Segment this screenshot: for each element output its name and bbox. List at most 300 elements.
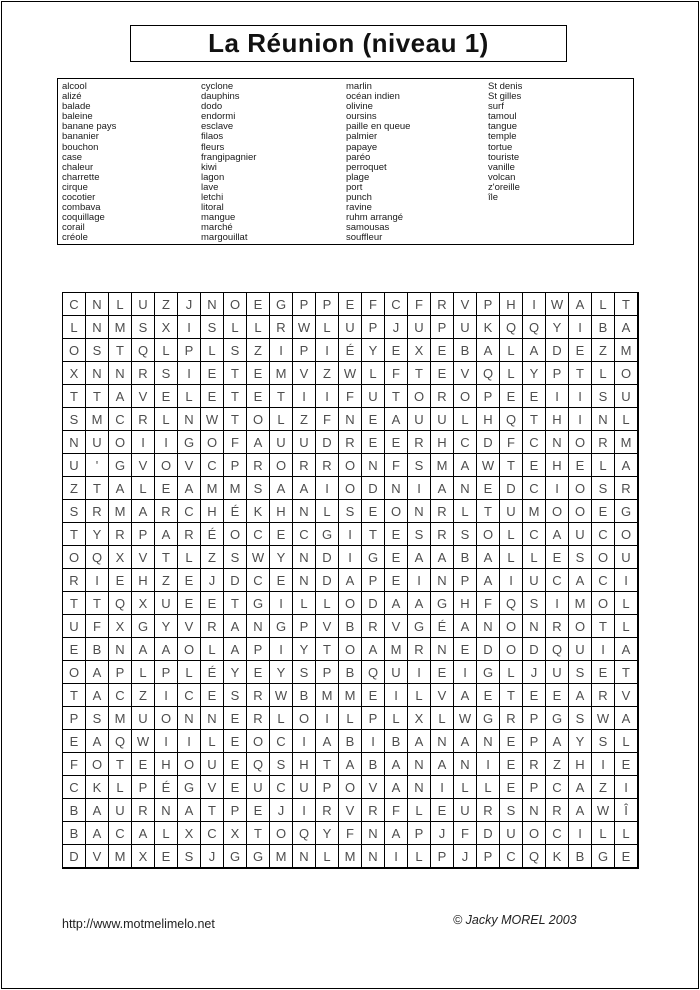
grid-cell: P	[155, 661, 178, 684]
grid-cell: G	[477, 707, 500, 730]
grid-cell: D	[316, 546, 339, 569]
grid-cell: X	[63, 362, 86, 385]
grid-cell: R	[132, 362, 155, 385]
grid-cell: L	[201, 638, 224, 661]
footer-copyright: © Jacky MOREL 2003	[453, 913, 577, 927]
grid-cell: U	[293, 431, 316, 454]
grid-cell: O	[569, 500, 592, 523]
grid-cell: M	[109, 845, 132, 868]
grid-cell: V	[454, 293, 477, 316]
grid-cell: O	[224, 523, 247, 546]
grid-cell: H	[454, 592, 477, 615]
grid-cell: N	[362, 822, 385, 845]
grid-cell: Y	[86, 523, 109, 546]
grid-cell: X	[224, 822, 247, 845]
grid-cell: I	[178, 362, 201, 385]
grid-cell: V	[454, 362, 477, 385]
grid-cell: U	[431, 408, 454, 431]
grid-cell: J	[385, 316, 408, 339]
grid-cell: P	[293, 339, 316, 362]
grid-cell: O	[224, 293, 247, 316]
grid-cell: F	[86, 615, 109, 638]
grid-cell: O	[569, 431, 592, 454]
grid-cell: N	[477, 615, 500, 638]
grid-cell: P	[247, 638, 270, 661]
grid-cell: U	[569, 638, 592, 661]
grid-cell: R	[316, 454, 339, 477]
grid-cell: N	[454, 477, 477, 500]
grid-cell: M	[385, 638, 408, 661]
grid-cell: B	[385, 730, 408, 753]
grid-cell: Y	[546, 316, 569, 339]
grid-cell: O	[270, 822, 293, 845]
grid-cell: N	[109, 638, 132, 661]
grid-cell: R	[86, 500, 109, 523]
grid-cell: T	[247, 822, 270, 845]
grid-cell: L	[592, 362, 615, 385]
grid-cell: F	[224, 431, 247, 454]
grid-cell: É	[201, 523, 224, 546]
grid-cell: E	[247, 293, 270, 316]
grid-cell: H	[293, 753, 316, 776]
grid-cell: A	[615, 454, 638, 477]
grid-cell: E	[362, 684, 385, 707]
grid-cell: L	[385, 707, 408, 730]
grid-cell: T	[362, 523, 385, 546]
word-item: charrette	[62, 171, 100, 183]
grid-cell: I	[431, 776, 454, 799]
grid-cell: V	[132, 385, 155, 408]
grid-cell: E	[178, 569, 201, 592]
grid-cell: S	[63, 408, 86, 431]
grid-cell: A	[86, 730, 109, 753]
grid-cell: U	[546, 661, 569, 684]
grid-cell: A	[109, 385, 132, 408]
grid-cell: M	[109, 707, 132, 730]
grid-cell: E	[63, 730, 86, 753]
grid-cell: G	[592, 845, 615, 868]
grid-cell: W	[293, 316, 316, 339]
grid-cell: S	[201, 316, 224, 339]
grid-cell: L	[247, 316, 270, 339]
grid-cell: L	[454, 408, 477, 431]
grid-cell: W	[477, 454, 500, 477]
grid-cell: A	[408, 592, 431, 615]
grid-cell: É	[224, 500, 247, 523]
grid-cell: L	[615, 408, 638, 431]
grid-cell: V	[86, 845, 109, 868]
grid-cell: A	[316, 730, 339, 753]
grid-cell: E	[201, 684, 224, 707]
grid-cell: P	[224, 799, 247, 822]
grid-cell: T	[86, 592, 109, 615]
grid-cell: N	[454, 753, 477, 776]
grid-cell: M	[339, 684, 362, 707]
grid-cell: C	[293, 523, 316, 546]
grid-cell: E	[500, 776, 523, 799]
grid-cell: I	[132, 431, 155, 454]
grid-cell: A	[132, 638, 155, 661]
word-item: vanille	[488, 161, 515, 173]
grid-cell: N	[293, 546, 316, 569]
word-item: endormi	[201, 111, 236, 123]
word-item: esclave	[201, 121, 234, 133]
grid-cell: Y	[155, 615, 178, 638]
grid-cell: A	[569, 569, 592, 592]
word-item: case	[62, 151, 83, 163]
grid-cell: Y	[523, 362, 546, 385]
grid-cell: E	[224, 707, 247, 730]
word-item: alcool	[62, 81, 87, 92]
grid-cell: O	[500, 615, 523, 638]
grid-cell: A	[224, 638, 247, 661]
grid-cell: L	[155, 822, 178, 845]
grid-cell: R	[546, 615, 569, 638]
grid-cell: Q	[109, 592, 132, 615]
grid-cell: A	[247, 431, 270, 454]
grid-cell: Q	[247, 753, 270, 776]
grid-cell: I	[569, 385, 592, 408]
grid-cell: R	[178, 523, 201, 546]
grid-cell: I	[155, 684, 178, 707]
grid-cell: E	[431, 661, 454, 684]
grid-cell: I	[615, 569, 638, 592]
grid-cell: A	[454, 615, 477, 638]
grid-cell: N	[523, 615, 546, 638]
word-item: tangue	[488, 121, 518, 133]
word-item: papaye	[346, 141, 378, 153]
grid-cell: A	[523, 339, 546, 362]
word-item: St gilles	[488, 91, 522, 103]
grid-cell: A	[224, 615, 247, 638]
grid-cell: A	[385, 408, 408, 431]
grid-cell: L	[270, 707, 293, 730]
grid-cell: R	[592, 684, 615, 707]
grid-cell: P	[523, 776, 546, 799]
grid-cell: O	[523, 822, 546, 845]
grid-cell: T	[408, 362, 431, 385]
grid-cell: C	[523, 431, 546, 454]
grid-cell: O	[592, 592, 615, 615]
grid-cell: S	[224, 339, 247, 362]
grid-cell: S	[224, 546, 247, 569]
grid-cell: L	[615, 730, 638, 753]
grid-cell: D	[477, 638, 500, 661]
grid-cell: H	[546, 408, 569, 431]
grid-cell: R	[408, 638, 431, 661]
grid-cell: E	[500, 730, 523, 753]
grid-cell: K	[247, 500, 270, 523]
grid-cell: V	[178, 615, 201, 638]
grid-cell: S	[155, 362, 178, 385]
grid-cell: I	[155, 730, 178, 753]
grid-cell: S	[224, 684, 247, 707]
grid-cell: M	[109, 316, 132, 339]
grid-cell: V	[316, 615, 339, 638]
grid-cell: U	[63, 454, 86, 477]
grid-cell: P	[224, 454, 247, 477]
grid-cell: R	[63, 569, 86, 592]
grid-cell: L	[224, 316, 247, 339]
grid-cell: T	[86, 477, 109, 500]
grid-cell: S	[270, 753, 293, 776]
grid-cell: É	[339, 339, 362, 362]
grid-cell: W	[454, 707, 477, 730]
grid-cell: T	[109, 339, 132, 362]
grid-cell: E	[247, 385, 270, 408]
grid-cell: M	[270, 845, 293, 868]
word-item: frangipagnier	[201, 151, 257, 163]
grid-cell: M	[431, 454, 454, 477]
grid-cell: V	[132, 546, 155, 569]
grid-cell: F	[408, 293, 431, 316]
grid-cell: I	[477, 753, 500, 776]
grid-cell: G	[408, 615, 431, 638]
word-item: temple	[488, 131, 517, 143]
grid-cell: P	[316, 776, 339, 799]
footer-website: http://www.motmelimelo.net	[62, 917, 215, 931]
grid-cell: E	[362, 431, 385, 454]
word-item: z'oreille	[488, 181, 520, 193]
grid-cell: I	[293, 799, 316, 822]
grid-cell: T	[224, 408, 247, 431]
word-list-box	[57, 78, 634, 245]
grid-cell: Q	[362, 661, 385, 684]
word-column	[488, 82, 522, 203]
grid-cell: O	[247, 730, 270, 753]
grid-cell: I	[454, 661, 477, 684]
grid-cell: S	[247, 477, 270, 500]
grid-cell: O	[339, 477, 362, 500]
grid-cell: S	[293, 661, 316, 684]
word-item: paréo	[346, 151, 371, 163]
grid-cell: E	[500, 385, 523, 408]
grid-cell: G	[109, 454, 132, 477]
word-item: tamoul	[488, 111, 517, 123]
grid-cell: E	[477, 477, 500, 500]
grid-cell: A	[132, 822, 155, 845]
grid-cell: Y	[224, 661, 247, 684]
grid-cell: E	[247, 362, 270, 385]
grid-cell: F	[477, 592, 500, 615]
grid-cell: I	[569, 408, 592, 431]
grid-cell: T	[63, 592, 86, 615]
grid-cell: H	[270, 500, 293, 523]
grid-cell: N	[86, 293, 109, 316]
grid-cell: E	[592, 661, 615, 684]
grid-cell: D	[224, 569, 247, 592]
word-item: océan indien	[346, 91, 400, 103]
grid-cell: O	[109, 431, 132, 454]
grid-cell: U	[500, 822, 523, 845]
grid-cell: N	[201, 707, 224, 730]
word-item: banane pays	[62, 121, 117, 133]
grid-cell: S	[132, 316, 155, 339]
grid-cell: A	[454, 730, 477, 753]
grid-cell: B	[339, 661, 362, 684]
grid-cell: I	[270, 592, 293, 615]
letter-grid	[62, 292, 639, 869]
grid-cell: Q	[523, 845, 546, 868]
grid-cell: A	[178, 477, 201, 500]
grid-cell: L	[109, 776, 132, 799]
grid-cell: H	[201, 500, 224, 523]
grid-cell: T	[592, 615, 615, 638]
grid-cell: L	[454, 776, 477, 799]
grid-cell: Y	[569, 730, 592, 753]
word-item: bouchon	[62, 141, 99, 153]
grid-cell: A	[86, 661, 109, 684]
grid-cell: U	[523, 569, 546, 592]
grid-cell: T	[86, 385, 109, 408]
grid-cell: T	[224, 592, 247, 615]
grid-cell: N	[178, 707, 201, 730]
word-item: ravine	[346, 202, 372, 214]
grid-cell: U	[132, 293, 155, 316]
word-item: créole	[62, 232, 88, 244]
grid-cell: S	[408, 454, 431, 477]
grid-cell: R	[523, 753, 546, 776]
grid-cell: G	[546, 707, 569, 730]
grid-cell: E	[178, 592, 201, 615]
grid-cell: N	[362, 845, 385, 868]
grid-cell: W	[270, 684, 293, 707]
grid-cell: I	[615, 776, 638, 799]
grid-cell: O	[178, 753, 201, 776]
grid-cell: R	[316, 799, 339, 822]
grid-cell: X	[155, 316, 178, 339]
grid-cell: P	[293, 615, 316, 638]
grid-cell: L	[500, 661, 523, 684]
grid-cell: M	[615, 431, 638, 454]
grid-cell: D	[523, 638, 546, 661]
grid-cell: N	[431, 638, 454, 661]
grid-cell: U	[132, 707, 155, 730]
grid-cell: H	[569, 753, 592, 776]
grid-cell: U	[270, 431, 293, 454]
grid-cell: E	[546, 684, 569, 707]
grid-cell: M	[523, 500, 546, 523]
grid-cell: D	[362, 592, 385, 615]
grid-cell: L	[477, 776, 500, 799]
grid-cell: I	[546, 592, 569, 615]
grid-cell: X	[408, 707, 431, 730]
grid-cell: E	[385, 546, 408, 569]
grid-cell: L	[592, 293, 615, 316]
word-item: cirque	[62, 181, 88, 193]
grid-cell: S	[454, 523, 477, 546]
grid-cell: L	[408, 799, 431, 822]
grid-cell: U	[454, 799, 477, 822]
grid-cell: A	[546, 730, 569, 753]
grid-cell: B	[592, 316, 615, 339]
grid-cell: L	[270, 408, 293, 431]
word-item: olivine	[346, 101, 373, 113]
grid-cell: Z	[546, 753, 569, 776]
grid-cell: P	[362, 569, 385, 592]
word-column	[201, 82, 256, 244]
word-column	[62, 82, 116, 244]
grid-cell: B	[454, 339, 477, 362]
grid-cell: M	[316, 684, 339, 707]
word-item: marché	[201, 222, 233, 234]
grid-cell: Î	[615, 799, 638, 822]
grid-cell: A	[385, 592, 408, 615]
grid-cell: C	[523, 477, 546, 500]
word-item: baleine	[62, 111, 93, 123]
grid-cell: A	[86, 822, 109, 845]
grid-cell: H	[500, 293, 523, 316]
grid-cell: A	[155, 523, 178, 546]
grid-cell: C	[546, 776, 569, 799]
grid-cell: L	[339, 707, 362, 730]
grid-cell: V	[362, 776, 385, 799]
grid-cell: E	[270, 523, 293, 546]
grid-cell: P	[63, 707, 86, 730]
grid-cell: P	[109, 661, 132, 684]
grid-cell: P	[132, 776, 155, 799]
grid-cell: R	[132, 408, 155, 431]
grid-cell: G	[316, 523, 339, 546]
grid-cell: A	[293, 477, 316, 500]
grid-cell: O	[546, 500, 569, 523]
grid-cell: L	[178, 546, 201, 569]
grid-cell: T	[63, 385, 86, 408]
grid-cell: N	[339, 408, 362, 431]
word-item: combava	[62, 202, 101, 214]
grid-cell: T	[385, 385, 408, 408]
grid-cell: Q	[86, 546, 109, 569]
grid-cell: E	[132, 753, 155, 776]
grid-cell: Z	[592, 776, 615, 799]
grid-cell: U	[385, 661, 408, 684]
grid-cell: I	[316, 477, 339, 500]
grid-cell: V	[339, 799, 362, 822]
grid-cell: '	[86, 454, 109, 477]
grid-cell: B	[362, 753, 385, 776]
grid-cell: E	[247, 799, 270, 822]
grid-cell: Z	[293, 408, 316, 431]
grid-cell: I	[408, 661, 431, 684]
grid-cell: O	[454, 385, 477, 408]
grid-cell: Z	[63, 477, 86, 500]
word-item: letchi	[201, 192, 224, 204]
grid-cell: L	[132, 661, 155, 684]
grid-cell: T	[224, 385, 247, 408]
grid-cell: P	[546, 362, 569, 385]
grid-cell: C	[523, 523, 546, 546]
grid-cell: E	[362, 500, 385, 523]
grid-cell: O	[155, 707, 178, 730]
grid-cell: A	[569, 799, 592, 822]
grid-cell: A	[569, 776, 592, 799]
grid-cell: I	[500, 569, 523, 592]
grid-cell: S	[178, 845, 201, 868]
grid-cell: F	[385, 362, 408, 385]
grid-cell: R	[408, 431, 431, 454]
word-item: chaleur	[62, 161, 94, 173]
grid-cell: R	[431, 523, 454, 546]
grid-cell: A	[569, 293, 592, 316]
word-item: ruhm arrangé	[346, 212, 404, 224]
grid-cell: G	[270, 293, 293, 316]
grid-cell: A	[339, 569, 362, 592]
grid-cell: E	[270, 569, 293, 592]
grid-cell: C	[63, 293, 86, 316]
grid-cell: T	[270, 385, 293, 408]
word-item: perroquet	[346, 161, 387, 173]
grid-cell: F	[316, 408, 339, 431]
